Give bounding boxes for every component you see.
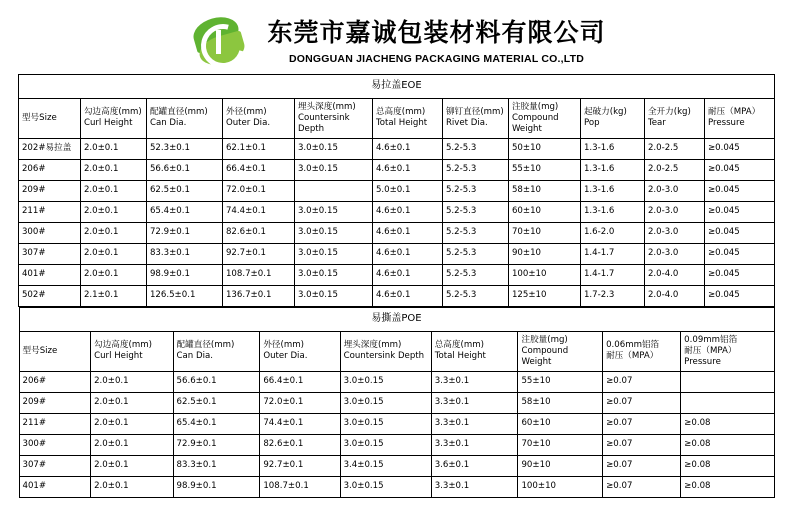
cell-can-dia: 83.3±0.1 xyxy=(146,243,222,264)
poe-table-title-row xyxy=(19,307,774,331)
cell-tear: 2.0-3.0 xyxy=(644,201,704,222)
company-name-cn: 东莞市嘉诚包装材料有限公司 xyxy=(267,17,606,47)
cell-size: 206# xyxy=(19,371,91,392)
cell-curl-height: 2.0±0.1 xyxy=(91,434,173,455)
cell-countersink-depth: 3.0±0.15 xyxy=(294,243,372,264)
cell-outer-dia: 72.0±0.1 xyxy=(222,180,294,201)
cell-pressure-009 xyxy=(681,371,774,392)
cell-pressure-006: ≥0.07 xyxy=(603,371,681,392)
document-header xyxy=(0,0,793,74)
cell-rivet-dia: 5.2-5.3 xyxy=(442,180,508,201)
table-row xyxy=(19,455,774,476)
cell-pressure-009: ≥0.08 xyxy=(681,476,774,497)
table-row xyxy=(18,159,774,180)
cell-rivet-dia: 5.2-5.3 xyxy=(442,243,508,264)
cell-compound-weight: 58±10 xyxy=(518,392,603,413)
eoe-col-pop: 起破力(kg) Pop xyxy=(580,98,644,138)
cell-rivet-dia: 5.2-5.3 xyxy=(442,159,508,180)
poe-header-row xyxy=(19,331,774,371)
cell-outer-dia: 66.4±0.1 xyxy=(222,159,294,180)
cell-size: 502# xyxy=(18,285,80,306)
cell-compound-weight: 70±10 xyxy=(518,434,603,455)
cell-pressure-009: ≥0.08 xyxy=(681,413,774,434)
table-row xyxy=(19,392,774,413)
cell-outer-dia: 66.4±0.1 xyxy=(260,371,340,392)
cell-total-height: 3.3±0.1 xyxy=(431,392,518,413)
cell-pressure: ≥0.045 xyxy=(704,159,774,180)
cell-pressure-009 xyxy=(681,392,774,413)
cell-pressure-009: ≥0.08 xyxy=(681,455,774,476)
table-row xyxy=(19,476,774,497)
cell-size: 307# xyxy=(18,243,80,264)
cell-curl-height: 2.0±0.1 xyxy=(80,243,146,264)
cell-countersink-depth: 3.0±0.15 xyxy=(294,285,372,306)
cell-can-dia: 72.9±0.1 xyxy=(173,434,260,455)
table-row xyxy=(19,434,774,455)
cell-curl-height: 2.0±0.1 xyxy=(80,159,146,180)
cell-pressure-006: ≥0.07 xyxy=(603,476,681,497)
cell-outer-dia: 62.1±0.1 xyxy=(222,138,294,159)
cell-pressure: ≥0.045 xyxy=(704,138,774,159)
cell-compound-weight: 100±10 xyxy=(508,264,580,285)
eoe-col-total-height: 总高度(mm) Total Height xyxy=(372,98,442,138)
cell-curl-height: 2.0±0.1 xyxy=(91,392,173,413)
cell-can-dia: 98.9±0.1 xyxy=(146,264,222,285)
cell-size: 211# xyxy=(19,413,91,434)
cell-can-dia: 56.6±0.1 xyxy=(146,159,222,180)
cell-rivet-dia: 5.2-5.3 xyxy=(442,264,508,285)
eoe-col-compound-weight: 注胶量(mg) Compound Weight xyxy=(508,98,580,138)
cell-can-dia: 65.4±0.1 xyxy=(173,413,260,434)
cell-outer-dia: 136.7±0.1 xyxy=(222,285,294,306)
cell-pressure: ≥0.045 xyxy=(704,180,774,201)
cell-total-height: 4.6±0.1 xyxy=(372,159,442,180)
cell-size: 209# xyxy=(18,180,80,201)
cell-compound-weight: 100±10 xyxy=(518,476,603,497)
cell-pop: 1.3-1.6 xyxy=(580,201,644,222)
cell-size: 202#易拉盖 xyxy=(18,138,80,159)
cell-compound-weight: 125±10 xyxy=(508,285,580,306)
cell-can-dia: 62.5±0.1 xyxy=(146,180,222,201)
eoe-col-size: 型号Size xyxy=(18,98,80,138)
cell-pressure: ≥0.045 xyxy=(704,201,774,222)
eoe-col-outer-dia: 外径(mm) Outer Dia. xyxy=(222,98,294,138)
cell-rivet-dia: 5.2-5.3 xyxy=(442,138,508,159)
company-name-block xyxy=(267,19,605,66)
cell-pop: 1.6-2.0 xyxy=(580,222,644,243)
poe-col-outer-dia: 外径(mm) Outer Dia. xyxy=(260,331,340,371)
poe-table-title: 易撕盖POE xyxy=(19,307,774,331)
cell-outer-dia: 74.4±0.1 xyxy=(222,201,294,222)
cell-total-height: 4.6±0.1 xyxy=(372,222,442,243)
cell-pop: 1.3-1.6 xyxy=(580,180,644,201)
cell-size: 300# xyxy=(19,434,91,455)
cell-outer-dia: 82.6±0.1 xyxy=(222,222,294,243)
table-row xyxy=(18,243,774,264)
table-row xyxy=(19,413,774,434)
table-row xyxy=(19,371,774,392)
cell-rivet-dia: 5.2-5.3 xyxy=(442,222,508,243)
eoe-table-title: 易拉盖EOE xyxy=(18,75,774,99)
cell-tear: 2.0-2.5 xyxy=(644,138,704,159)
cell-outer-dia: 72.0±0.1 xyxy=(260,392,340,413)
poe-col-pressure-009: 0.09mm铝箔 耐压（MPA）Pressure xyxy=(681,331,774,371)
poe-col-compound-weight: 注胶量(mg) Compound Weight xyxy=(518,331,603,371)
cell-curl-height: 2.0±0.1 xyxy=(91,455,173,476)
cell-curl-height: 2.0±0.1 xyxy=(91,413,173,434)
cell-can-dia: 52.3±0.1 xyxy=(146,138,222,159)
cell-total-height: 3.3±0.1 xyxy=(431,476,518,497)
cell-size: 209# xyxy=(19,392,91,413)
cell-pressure-006: ≥0.07 xyxy=(603,434,681,455)
cell-compound-weight: 60±10 xyxy=(508,201,580,222)
eoe-header-row xyxy=(18,98,774,138)
cell-countersink-depth: 3.0±0.15 xyxy=(340,476,431,497)
cell-tear: 2.0-3.0 xyxy=(644,180,704,201)
cell-outer-dia: 92.7±0.1 xyxy=(260,455,340,476)
cell-outer-dia: 74.4±0.1 xyxy=(260,413,340,434)
cell-total-height: 3.6±0.1 xyxy=(431,455,518,476)
poe-col-countersink-depth: 埋头深度(mm) Countersink Depth xyxy=(340,331,431,371)
cell-rivet-dia: 5.2-5.3 xyxy=(442,285,508,306)
cell-countersink-depth: 3.0±0.15 xyxy=(340,392,431,413)
cell-tear: 2.0-3.0 xyxy=(644,243,704,264)
company-name-en: DONGGUAN JIACHENG PACKAGING MATERIAL CO.,LTD xyxy=(288,53,584,66)
table-row xyxy=(18,138,774,159)
cell-total-height: 3.3±0.1 xyxy=(431,371,518,392)
cell-compound-weight: 58±10 xyxy=(508,180,580,201)
table-row xyxy=(18,285,774,306)
cell-pop: 1.3-1.6 xyxy=(580,159,644,180)
cell-curl-height: 2.0±0.1 xyxy=(91,476,173,497)
table-row xyxy=(18,180,774,201)
cell-pressure: ≥0.045 xyxy=(704,222,774,243)
cell-pressure-006: ≥0.07 xyxy=(603,455,681,476)
cell-pressure-006: ≥0.07 xyxy=(603,392,681,413)
poe-col-total-height: 总高度(mm) Total Height xyxy=(431,331,518,371)
cell-curl-height: 2.0±0.1 xyxy=(91,371,173,392)
poe-spec-table xyxy=(19,307,775,498)
cell-pop: 1.4-1.7 xyxy=(580,243,644,264)
cell-curl-height: 2.1±0.1 xyxy=(80,285,146,306)
poe-col-can-dia: 配罐直径(mm) Can Dia. xyxy=(173,331,260,371)
cell-can-dia: 72.9±0.1 xyxy=(146,222,222,243)
poe-col-size: 型号Size xyxy=(19,331,91,371)
cell-outer-dia: 108.7±0.1 xyxy=(260,476,340,497)
cell-compound-weight: 70±10 xyxy=(508,222,580,243)
cell-countersink-depth: 3.0±0.15 xyxy=(294,264,372,285)
cell-total-height: 4.6±0.1 xyxy=(372,138,442,159)
cell-outer-dia: 82.6±0.1 xyxy=(260,434,340,455)
cell-pop: 1.4-1.7 xyxy=(580,264,644,285)
cell-countersink-depth xyxy=(294,180,372,201)
cell-tear: 2.0-2.5 xyxy=(644,159,704,180)
cell-can-dia: 62.5±0.1 xyxy=(173,392,260,413)
cell-total-height: 3.3±0.1 xyxy=(431,434,518,455)
cell-can-dia: 98.9±0.1 xyxy=(173,476,260,497)
leaf-logo-icon xyxy=(187,14,253,70)
cell-tear: 2.0-4.0 xyxy=(644,285,704,306)
cell-total-height: 5.0±0.1 xyxy=(372,180,442,201)
cell-size: 401# xyxy=(19,476,91,497)
cell-pressure-006: ≥0.07 xyxy=(603,413,681,434)
eoe-col-can-dia: 配罐直径(mm) Can Dia. xyxy=(146,98,222,138)
cell-can-dia: 126.5±0.1 xyxy=(146,285,222,306)
eoe-col-countersink-depth: 埋头深度(mm) Countersink Depth xyxy=(294,98,372,138)
cell-compound-weight: 55±10 xyxy=(518,371,603,392)
cell-size: 206# xyxy=(18,159,80,180)
cell-total-height: 4.6±0.1 xyxy=(372,243,442,264)
cell-size: 307# xyxy=(19,455,91,476)
cell-pressure: ≥0.045 xyxy=(704,285,774,306)
cell-curl-height: 2.0±0.1 xyxy=(80,138,146,159)
cell-curl-height: 2.0±0.1 xyxy=(80,201,146,222)
cell-compound-weight: 90±10 xyxy=(508,243,580,264)
cell-countersink-depth: 3.0±0.15 xyxy=(340,434,431,455)
cell-pressure: ≥0.045 xyxy=(704,243,774,264)
table-row xyxy=(18,201,774,222)
cell-outer-dia: 108.7±0.1 xyxy=(222,264,294,285)
cell-total-height: 4.6±0.1 xyxy=(372,201,442,222)
eoe-col-tear: 全开力(kg) Tear xyxy=(644,98,704,138)
eoe-table-title-row xyxy=(18,75,774,99)
cell-total-height: 4.6±0.1 xyxy=(372,285,442,306)
cell-compound-weight: 50±10 xyxy=(508,138,580,159)
eoe-col-rivet-dia: 铆钉直径(mm) Rivet Dia. xyxy=(442,98,508,138)
eoe-spec-table xyxy=(18,74,775,307)
cell-pressure: ≥0.045 xyxy=(704,264,774,285)
cell-total-height: 3.3±0.1 xyxy=(431,413,518,434)
cell-size: 211# xyxy=(18,201,80,222)
cell-countersink-depth: 3.0±0.15 xyxy=(294,138,372,159)
cell-curl-height: 2.0±0.1 xyxy=(80,264,146,285)
poe-col-curl-height: 勾边高度(mm) Curl Height xyxy=(91,331,173,371)
cell-can-dia: 56.6±0.1 xyxy=(173,371,260,392)
cell-size: 300# xyxy=(18,222,80,243)
cell-countersink-depth: 3.0±0.15 xyxy=(294,159,372,180)
cell-total-height: 4.6±0.1 xyxy=(372,264,442,285)
cell-tear: 2.0-4.0 xyxy=(644,264,704,285)
cell-pop: 1.7-2.3 xyxy=(580,285,644,306)
cell-countersink-depth: 3.0±0.15 xyxy=(294,201,372,222)
cell-countersink-depth: 3.4±0.15 xyxy=(340,455,431,476)
cell-curl-height: 2.0±0.1 xyxy=(80,180,146,201)
cell-pressure-009: ≥0.08 xyxy=(681,434,774,455)
cell-can-dia: 65.4±0.1 xyxy=(146,201,222,222)
eoe-col-curl-height: 勾边高度(mm) Curl Height xyxy=(80,98,146,138)
cell-countersink-depth: 3.0±0.15 xyxy=(340,413,431,434)
table-row xyxy=(18,222,774,243)
cell-outer-dia: 92.7±0.1 xyxy=(222,243,294,264)
cell-pop: 1.3-1.6 xyxy=(580,138,644,159)
cell-tear: 2.0-3.0 xyxy=(644,222,704,243)
cell-curl-height: 2.0±0.1 xyxy=(80,222,146,243)
cell-countersink-depth: 3.0±0.15 xyxy=(340,371,431,392)
poe-col-pressure-006: 0.06mm铝箔 耐压（MPA） xyxy=(603,331,681,371)
cell-compound-weight: 90±10 xyxy=(518,455,603,476)
table-row xyxy=(18,264,774,285)
cell-can-dia: 83.3±0.1 xyxy=(173,455,260,476)
eoe-col-pressure: 耐压（MPA） Pressure xyxy=(704,98,774,138)
cell-rivet-dia: 5.2-5.3 xyxy=(442,201,508,222)
cell-countersink-depth: 3.0±0.15 xyxy=(294,222,372,243)
cell-compound-weight: 55±10 xyxy=(508,159,580,180)
cell-compound-weight: 60±10 xyxy=(518,413,603,434)
cell-size: 401# xyxy=(18,264,80,285)
